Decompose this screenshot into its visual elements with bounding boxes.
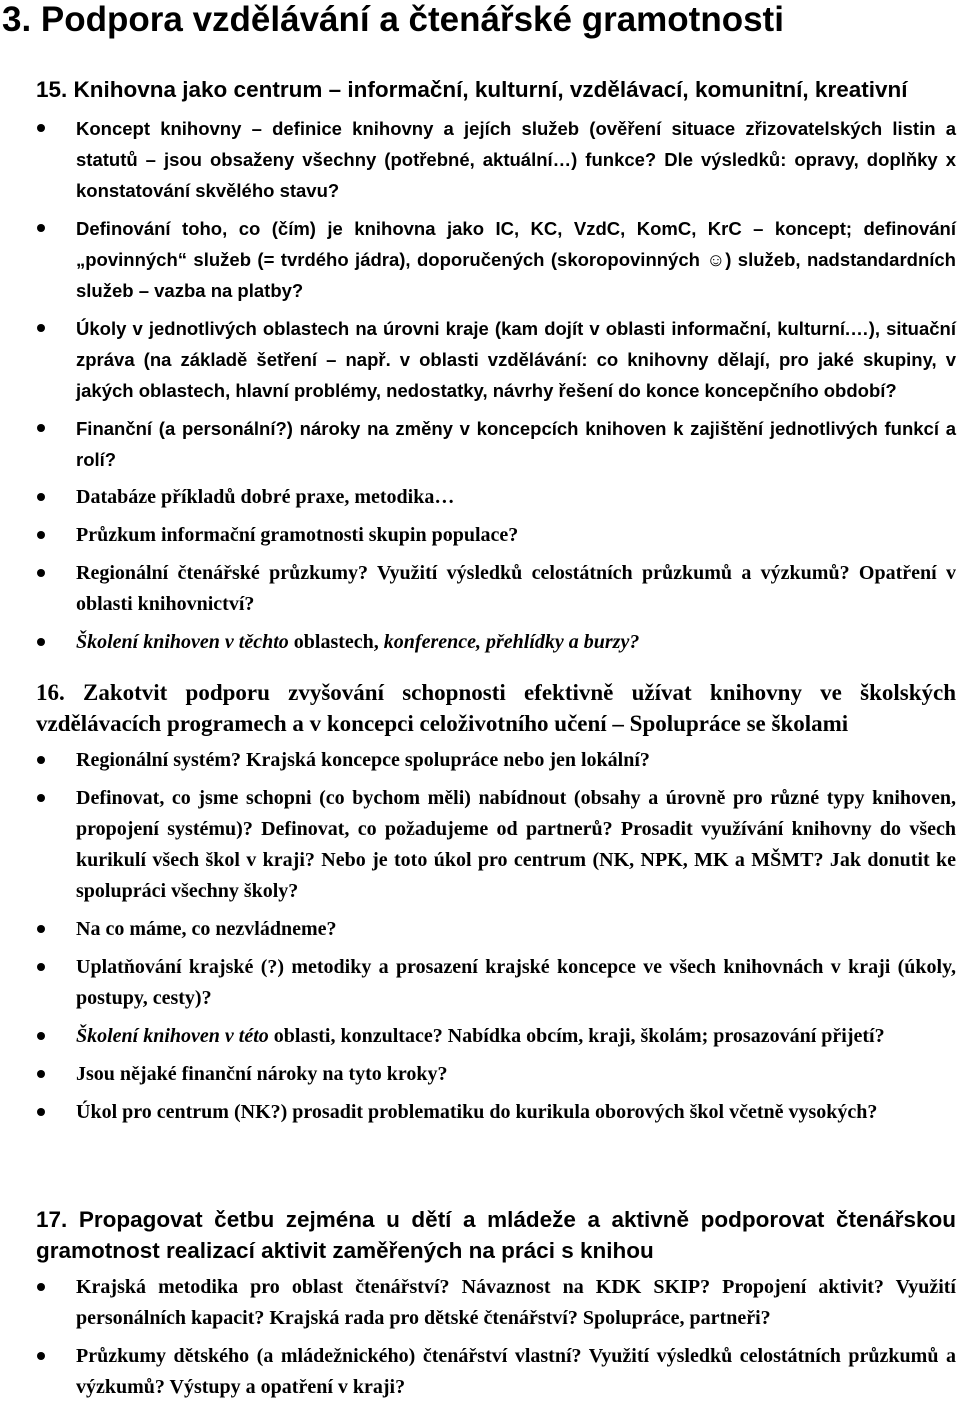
list-item: Na co máme, co nezvládneme? <box>36 914 956 945</box>
bullet-icon <box>37 324 45 332</box>
list-item: Průzkum informační gramotnosti skupin populace? <box>36 520 956 551</box>
section-15-list <box>36 113 956 658</box>
list-item: Regionální čtenářské průzkumy? Využití výsledků celostátních průzkumů a výzkumů? Opatření v oblasti knihovnictví? <box>36 558 956 620</box>
section-17-list <box>36 1272 956 1403</box>
section-17 <box>36 1204 956 1410</box>
list-item: Úkol pro centrum (NK?) prosadit problematiku do kurikula oborových škol včetně vysokých? <box>36 1097 956 1128</box>
section-16 <box>36 677 956 1135</box>
section-17-heading: 17. Propagovat četbu zejména u dětí a mládeže a aktivně podporovat čtenářskou gramotnost realizací aktivit zaměřených na práci s knihou <box>36 1207 956 1263</box>
list-item: Úkoly v jednotlivých oblastech na úrovni kraje (kam dojít v oblasti informační, kulturní.…), situační zpráva (na základě šetření – např. v oblasti vzdělávání: co knihovny dělají, pro jaké skupiny, v jakých oblastech, hlavní problémy, nedostatky, návrhy řešení do konce koncepčního období? <box>36 313 956 406</box>
list-item: Školení knihoven v této oblasti, konzultace? Nabídka obcím, kraji, školám; prosazování přijetí? <box>36 1021 956 1052</box>
list-item: Průzkumy dětského (a mládežnického) čtenářství vlastní? Využití výsledků celostátních průzkumů a výzkumů? Výstupy a opatření v kraji? <box>36 1341 956 1403</box>
bullet-icon <box>37 569 45 577</box>
bullet-icon <box>37 424 45 432</box>
bullet-icon <box>37 638 45 646</box>
section-16-list <box>36 745 956 1128</box>
section-15-heading: 15. Knihovna jako centrum – informační, kulturní, vzdělávací, komunitní, kreativní <box>36 77 908 102</box>
section-15 <box>36 74 956 665</box>
list-item: Krajská metodika pro oblast čtenářství? Návaznost na KDK SKIP? Propojení aktivit? Využití personálních kapacit? Krajská rada pro dětské čtenářství? Spolupráce, partneři? <box>36 1272 956 1334</box>
list-item: Finanční (a personální?) nároky na změny v koncepcích knihoven k zajištění jednotlivých funkcí a rolí? <box>36 413 956 475</box>
bullet-icon <box>37 531 45 539</box>
bullet-icon <box>37 1070 45 1078</box>
bullet-icon <box>37 1283 45 1291</box>
bullet-icon <box>37 963 45 971</box>
bullet-icon <box>37 493 45 501</box>
bullet-icon <box>37 794 45 802</box>
list-item: Uplatňování krajské (?) metodiky a prosazení krajské koncepce ve všech knihovnách v kraji (úkoly, postupy, cesty)? <box>36 952 956 1014</box>
bullet-icon <box>37 1352 45 1360</box>
list-item: Koncept knihovny – definice knihovny a jejích služeb (ověření situace zřizovatelských listin a statutů – jsou obsaženy všechny (potřebné, aktuální…) funkce? Dle výsledků: opravy, doplňky x konstatování skvělého stavu? <box>36 113 956 206</box>
list-item: Definovat, co jsme schopni (co bychom měli) nabídnout (obsahy a úrovně pro různé typy knihoven, propojení systému)? Definovat, co požadujeme od partnerů? Prosadit využívání knihovny do všech kurikulí všech škol v kraji? Nebo je toto úkol pro centrum (NK, NPK, MK a MŠMT? Jak donutit ke spolupráci všechny školy? <box>36 783 956 907</box>
bullet-icon <box>37 224 45 232</box>
list-item: Školení knihoven v těchto oblastech, konference, přehlídky a burzy? <box>36 627 956 658</box>
bullet-icon <box>37 756 45 764</box>
list-item: Regionální systém? Krajská koncepce spolupráce nebo jen lokální? <box>36 745 956 776</box>
page-title: 3. Podpora vzdělávání a čtenářské gramotnosti <box>2 0 784 39</box>
bullet-icon <box>37 1108 45 1116</box>
bullet-icon <box>37 1032 45 1040</box>
list-item: Definování toho, co (čím) je knihovna jako IC, KC, VzdC, KomC, KrC – koncept; definování „povinných“ služeb (= tvrdého jádra), doporučených (skoropovinných ☺) služeb, nadstandardních služeb – vazba na platby? <box>36 213 956 306</box>
bullet-icon <box>37 124 45 132</box>
list-item: Databáze příkladů dobré praxe, metodika… <box>36 482 956 513</box>
bullet-icon <box>37 925 45 933</box>
section-16-heading: 16. Zakotvit podporu zvyšování schopnosti efektivně užívat knihovny ve školských vzdělávacích programech a v koncepci celoživotního učení – Spolupráce se školami <box>36 680 956 736</box>
list-item: Jsou nějaké finanční nároky na tyto kroky? <box>36 1059 956 1090</box>
